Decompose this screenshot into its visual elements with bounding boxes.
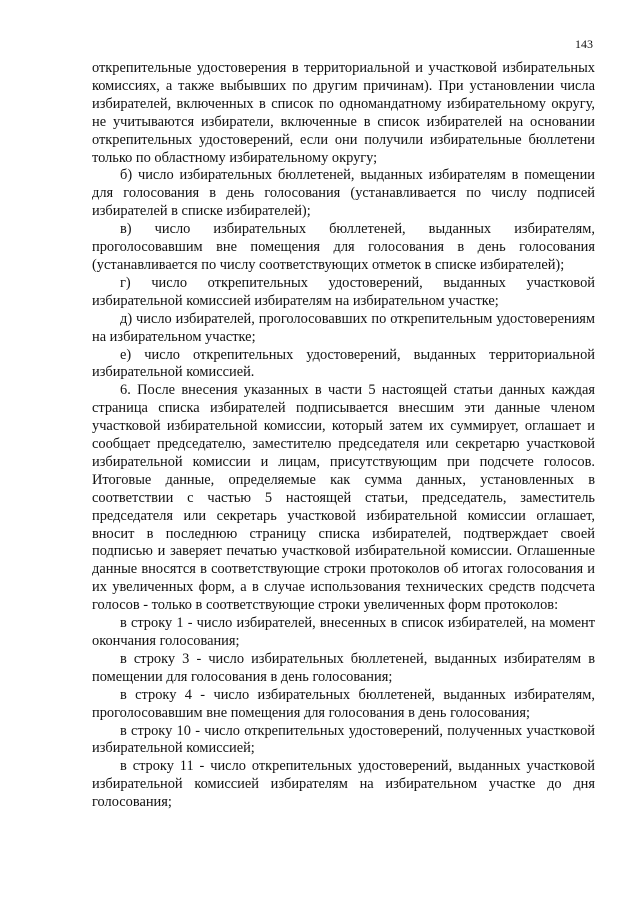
paragraph: в строку 4 - число избирательных бюллетеней, выданных избирателям, проголосовавшим вне помещения для голосования в день голосования;: [92, 686, 595, 721]
document-body: [92, 60, 595, 812]
paragraph: в строку 10 - число открепительных удостоверений, полученных участковой избирательной комиссией;: [92, 722, 595, 757]
paragraph: 6. После внесения указанных в части 5 настоящей статьи данных каждая страница списка избирателей подписывается внесшим эти данные членом участковой избирательной комиссии, который затем их суммирует, оглашает и сообщает председателю, заместителю председателя или секретарю участковой избирательной комиссии и лицам, присутствующим при подсчете голосов. Итоговые данные, определяемые как сумма данных, установленных в соответствии с частью 5 настоящей статьи, председатель, заместитель председателя или секретарь участковой избирательной комиссии оглашает, вносит в последнюю страницу списка избирателей, подтверждает своей подписью и заверяет печатью участковой избирательной комиссии. Оглашенные данные вносятся в соответствующие строки протоколов об итогах голосования и их увеличенных форм, а в случае использования технических средств подсчета голосов - только в соответствующие строки увеличенных форм протоколов:: [92, 382, 595, 614]
page-number: 143: [575, 37, 593, 51]
paragraph: в строку 11 - число открепительных удостоверений, выданных участковой избирательной комиссией избирателям на избирательном участке до дня голосования;: [92, 758, 595, 811]
paragraph: д) число избирателей, проголосовавших по открепительным удостоверениям на избирательном участке;: [92, 310, 595, 345]
paragraph: в строку 1 - число избирателей, внесенных в список избирателей, на момент окончания голосования;: [92, 615, 595, 649]
paragraph: открепительные удостоверения в территориальной и участковой избирательных комиссиях, а также выбывших по другим причинам). При установлении числа избирателей, включенных в список по одномандатному избирательному округу, не учитываются избиратели, включенные в список избирателей на основании открепительных удостоверений, если они получили избирательные бюллетени только по областному избирательному округу;: [92, 60, 595, 166]
paragraph: в строку 3 - число избирательных бюллетеней, выданных избирателям в помещении для голосования в день голосования;: [92, 650, 595, 685]
paragraph: б) число избирательных бюллетеней, выданных избирателям в помещении для голосования в день голосования (устанавливается по числу подписей избирателей в списке избирателей);: [92, 167, 595, 220]
paragraph: в) число избирательных бюллетеней, выданных избирателям, проголосовавшим вне помещения для голосования в день голосования (устанавливается по числу соответствующих отметок в списке избирателей);: [92, 221, 595, 273]
paragraph: е) число открепительных удостоверений, выданных территориальной избирательной комиссией.: [92, 346, 595, 381]
paragraph: г) число открепительных удостоверений, выданных участковой избирательной комиссией избирателям на избирательном участке;: [92, 274, 595, 309]
